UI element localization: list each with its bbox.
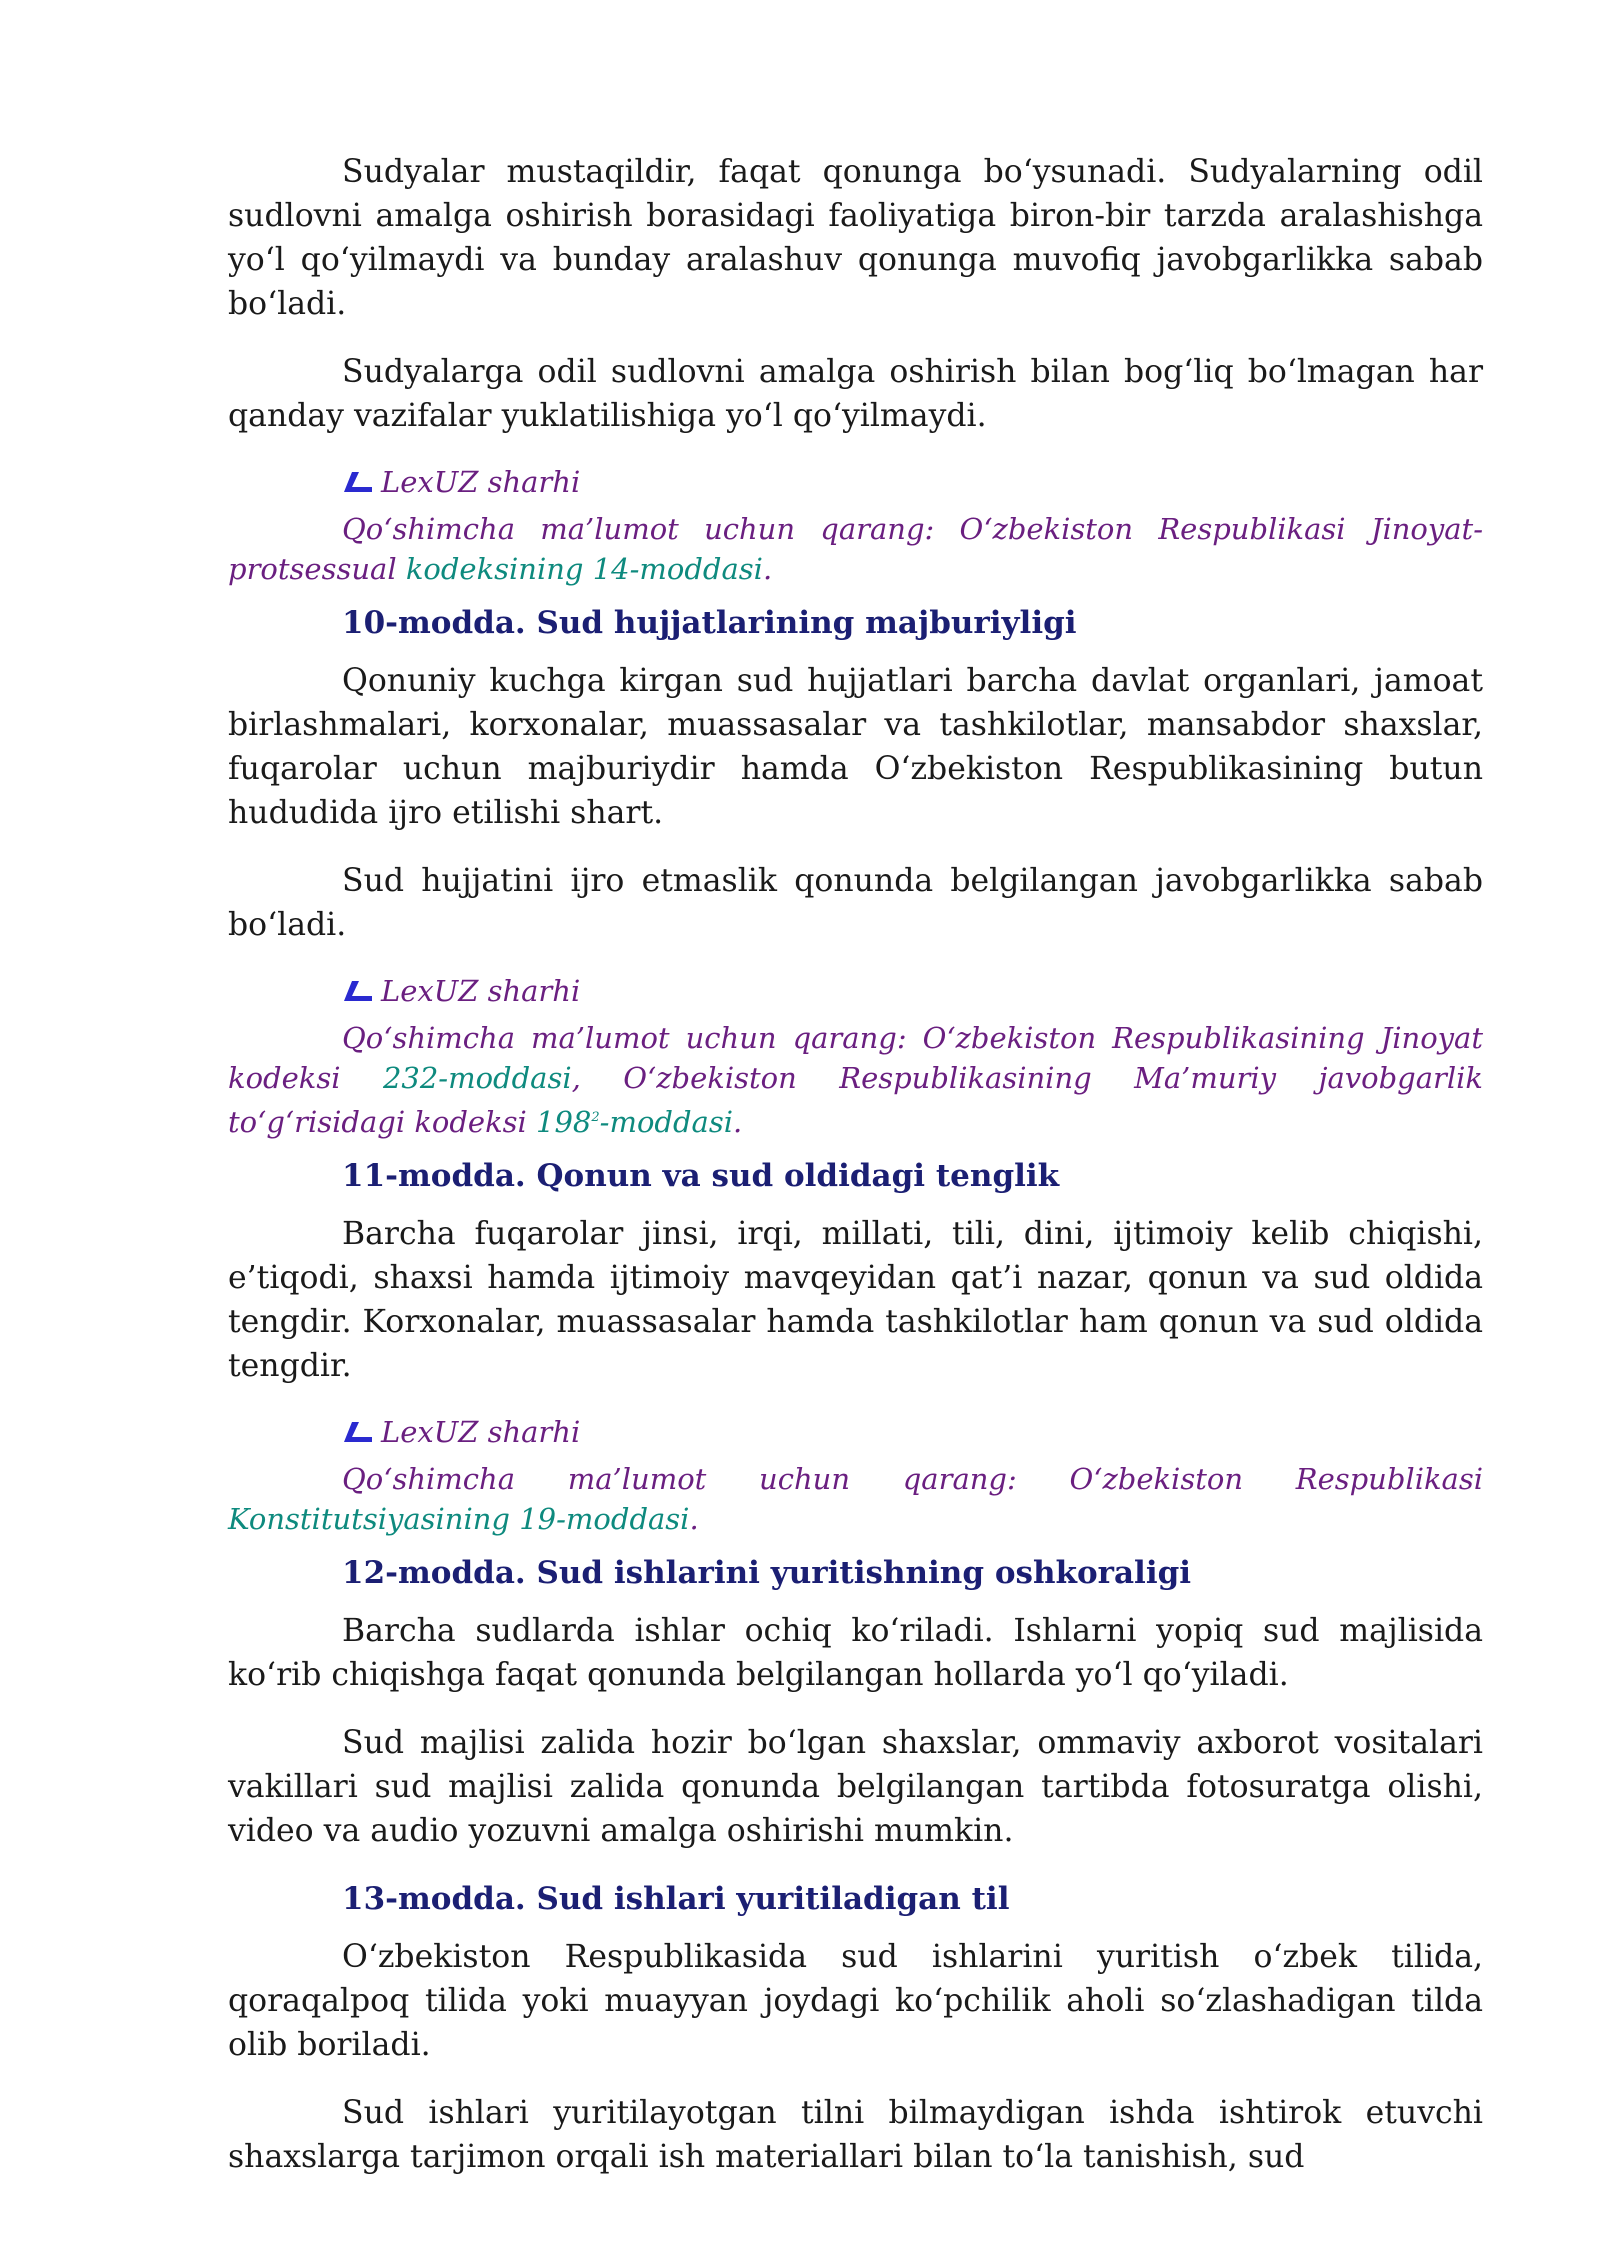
commentary-text-part: Qo‘shimcha ma’lumot uchun qarang: O‘zbekiston Respublikasi Jinoyat-protsessual — [228, 512, 1483, 586]
lexuz-commentary-header[interactable] — [342, 1412, 1483, 1452]
document-page — [228, 150, 1483, 2203]
article-12-title: 12-modda. Sud ishlarini yuritishning oshkoraligi — [342, 1555, 1192, 1591]
commentary-link[interactable]: Konstitutsiyasining 19-moddasi — [228, 1502, 690, 1536]
paragraph: O‘zbekiston Respublikasida sud ishlarini yuritish o‘zbek tilida, qoraqalpoq tilida yoki muayyan joydagi ko‘pchilik aholi so‘zlashadigan tilda olib boriladi. — [228, 1939, 1483, 2063]
commentary-text-part: Qo‘shimcha ma’lumot uchun qarang: O‘zbekiston Respublikasi — [342, 1462, 1483, 1496]
lexuz-commentary — [228, 462, 1483, 589]
commentary-text-part: . — [733, 1105, 743, 1139]
lexuz-commentary-header[interactable] — [342, 462, 1483, 502]
article-10-title: 10-modda. Sud hujjatlarining majburiyligi — [342, 605, 1077, 641]
paragraph: Sud hujjatini ijro etmaslik qonunda belgilangan javobgarlikka sabab bo‘ladi. — [228, 863, 1483, 943]
paragraph: Sud ishlari yuritilayotgan tilni bilmaydigan ishda ishtirok etuvchi shaxslarga tarjimon orqali ish materiallari bilan to‘la tanishish, sud — [228, 2095, 1483, 2175]
commentary-link[interactable] — [536, 1105, 733, 1139]
commentary-text-part: Qo‘shimcha ma’lumot uchun qarang: O‘zbekiston Respublikasining Jinoyat kodeksi — [228, 1021, 1483, 1095]
article-11-title: 11-modda. Qonun va sud oldidagi tenglik — [342, 1158, 1060, 1194]
commentary-link-number: 198 — [536, 1105, 592, 1139]
commentary-text-part: . — [689, 1502, 699, 1536]
article-13-title: 13-modda. Sud ishlari yuritiladigan til — [342, 1881, 1010, 1917]
paragraph: Sudyalar mustaqildir, faqat qonunga bo‘ysunadi. Sudyalarning odil sudlovni amalga oshirish borasidagi faoliyatiga biron-bir tarzda aralashishga yo‘l qo‘yilmaydi va bunday aralashuv qonunga muvofiq javobgarlikka sabab bo‘ladi. — [228, 154, 1483, 322]
paragraph: Barcha fuqarolar jinsi, irqi, millati, tili, dini, ijtimoiy kelib chiqishi, e’tiqodi, shaxsi hamda ijtimoiy mavqeyidan qat’i nazar, qonun va sud oldida tengdir. Korxonalar, muassasalar hamda tashkilotlar ham qonun va sud oldida tengdir. — [228, 1216, 1483, 1384]
commentary-link-rest: -moddasi — [599, 1105, 734, 1139]
commentary-text — [228, 1018, 1483, 1142]
commentary-link[interactable]: kodeksining 14-moddasi — [405, 552, 763, 586]
lexuz-commentary — [228, 971, 1483, 1142]
lexuz-commentary-label: LexUZ sharhi — [381, 974, 581, 1008]
lexuz-icon — [342, 979, 374, 1003]
commentary-text — [228, 1459, 1483, 1539]
lexuz-commentary — [228, 1412, 1483, 1539]
commentary-text — [228, 509, 1483, 589]
lexuz-icon — [342, 470, 374, 494]
lexuz-commentary-header[interactable] — [342, 971, 1483, 1011]
commentary-text-part: , O‘zbekiston Respublikasining Ma’muriy javobgarlik to‘g‘risidagi kodeksi — [228, 1061, 1483, 1139]
paragraph: Barcha sudlarda ishlar ochiq ko‘riladi. Ishlarni yopiq sud majlisida ko‘rib chiqishga faqat qonunda belgilangan hollarda yo‘l qo‘yiladi. — [228, 1613, 1483, 1693]
commentary-text-part: . — [762, 552, 773, 586]
commentary-link-superscript: 2 — [591, 1110, 600, 1125]
lexuz-commentary-label: LexUZ sharhi — [381, 1415, 581, 1449]
lexuz-icon — [342, 1420, 374, 1444]
paragraph: Qonuniy kuchga kirgan sud hujjatlari barcha davlat organlari, jamoat birlashmalari, korxonalar, muassasalar va tashkilotlar, mansabdor shaxslar, fuqarolar uchun majburiydir hamda O‘zbekiston Respublikasining butun hududida ijro etilishi shart. — [228, 663, 1483, 831]
paragraph: Sudyalarga odil sudlovni amalga oshirish bilan bog‘liq bo‘lmagan har qanday vazifalar yuklatilishiga yo‘l qo‘yilmaydi. — [228, 354, 1483, 434]
commentary-link[interactable]: 232-moddasi — [382, 1061, 572, 1095]
lexuz-commentary-label: LexUZ sharhi — [381, 465, 581, 499]
paragraph: Sud majlisi zalida hozir bo‘lgan shaxslar, ommaviy axborot vositalari vakillari sud majlisi zalida qonunda belgilangan tartibda fotosuratga olishi, video va audio yozuvni amalga oshirishi mumkin. — [228, 1725, 1483, 1849]
